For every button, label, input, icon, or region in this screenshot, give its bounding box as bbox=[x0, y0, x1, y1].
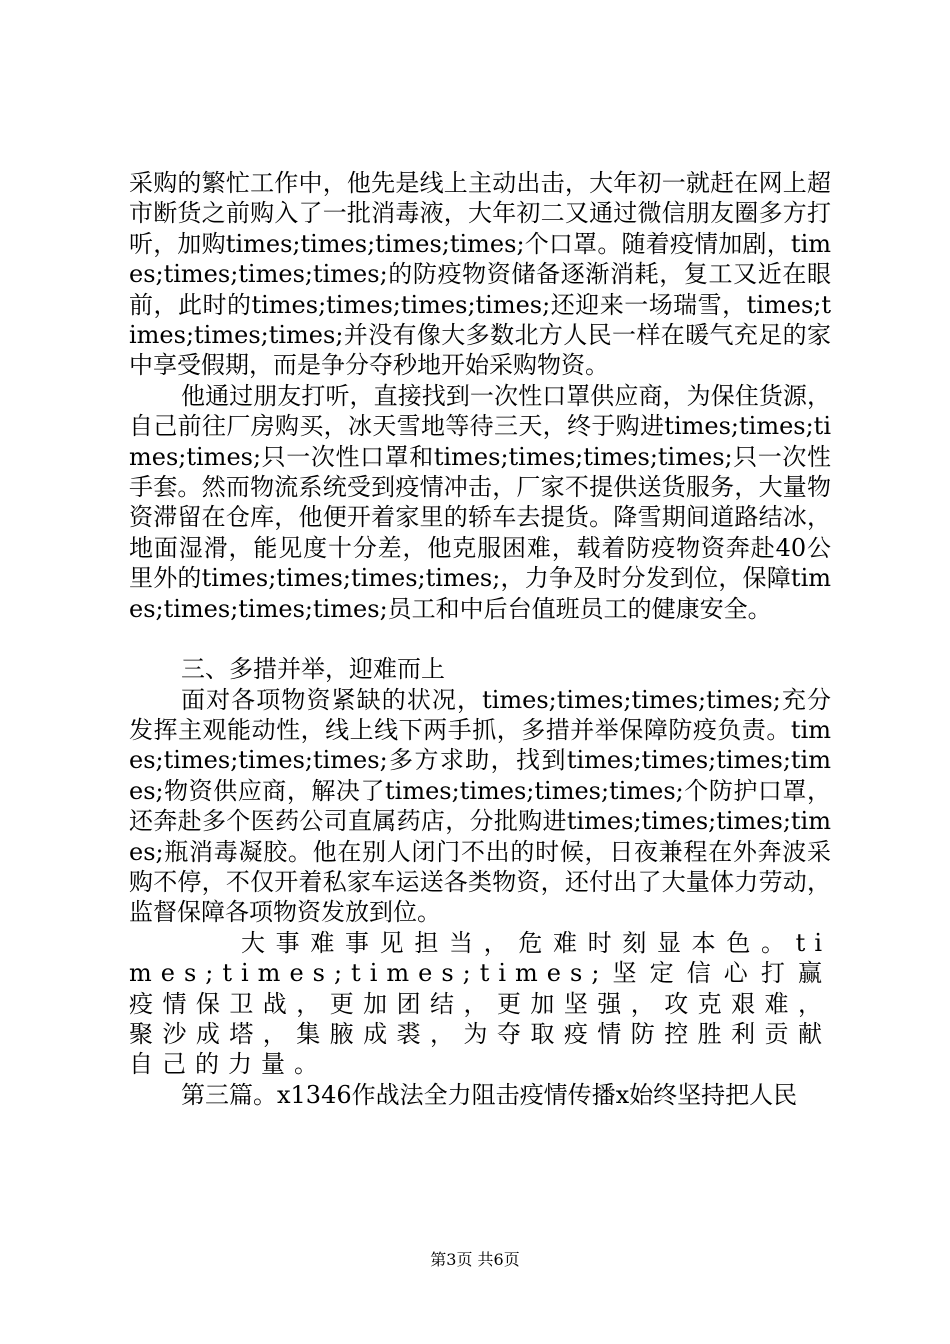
paragraph-1: 采购的繁忙工作中，他先是线上主动出击，大年初一就赶在网上超市断货之前购入了一批消毒液，大年初二又通过微信朋友圈多方打听，加购times;times;times;times;个口罩。随着疫情加剧，times;times;times;times;的防疫物资储备逐渐消耗，复工又近在眼前，此时的times;times;times;times;还迎来一场瑞雪，times;times;times;times;并没有像大多数北方人民一样在暖气充足的家中享受假期，而是争分夺秒地开始采购物资。 bbox=[129, 169, 831, 380]
document-body bbox=[129, 168, 831, 1110]
paragraph-3: 面对各项物资紧缺的状况，times;times;times;times;充分发挥主观能动性，线上线下两手抓，多措并举保障防疫负责。times;times;times;times;多方求助，找到times;times;times;times;物资供应商，解决了times;times;times;times;个防护口罩，还奔赴多个医药公司直属药店，分批购进times;times;times;times;瓶消毒凝胶。他在别人闭门不出的时候，日夜兼程在外奔波采购不停，不仅开着私家车运送各类物资，还付出了大量体力劳动，监督保障各项物资发放到位。 bbox=[129, 685, 831, 927]
paragraph-gap bbox=[129, 624, 831, 654]
section-heading: 三、多措并举，迎难而上 bbox=[181, 655, 445, 684]
paragraph-5: 第三篇。x1346作战法全力阻击疫情传播x始终坚持把人民 bbox=[181, 1080, 798, 1109]
paragraph-2: 他通过朋友打听，直接找到一次性口罩供应商，为保住货源，自己前往厂房购买，冰天雪地等待三天，终于购进times;times;times;times;只一次性口罩和times;times;times;times;只一次性手套。然而物流系统受到疫情冲击，厂家不提供送货服务，大量物资滞留在仓库，他便开着家里的轿车去提货。降雪期间道路结冰，地面湿滑，能见度十分差，他克服困难，载着防疫物资奔赴40公里外的times;times;times;times;，力争及时分发到位，保障times;times;times;times;员工和中后台值班员工的健康安全。 bbox=[129, 381, 831, 623]
paragraph-4: 大事难事见担当，危难时刻显本色。times;times;times;times;坚定信心打赢疫情保卫战，更加团结，更加坚强，攻克艰难，聚沙成塔，集腋成裘，为夺取疫情防控胜利贡献自己的力量。 bbox=[129, 928, 831, 1079]
page-footer: 第3页 共6页 bbox=[430, 1250, 520, 1269]
